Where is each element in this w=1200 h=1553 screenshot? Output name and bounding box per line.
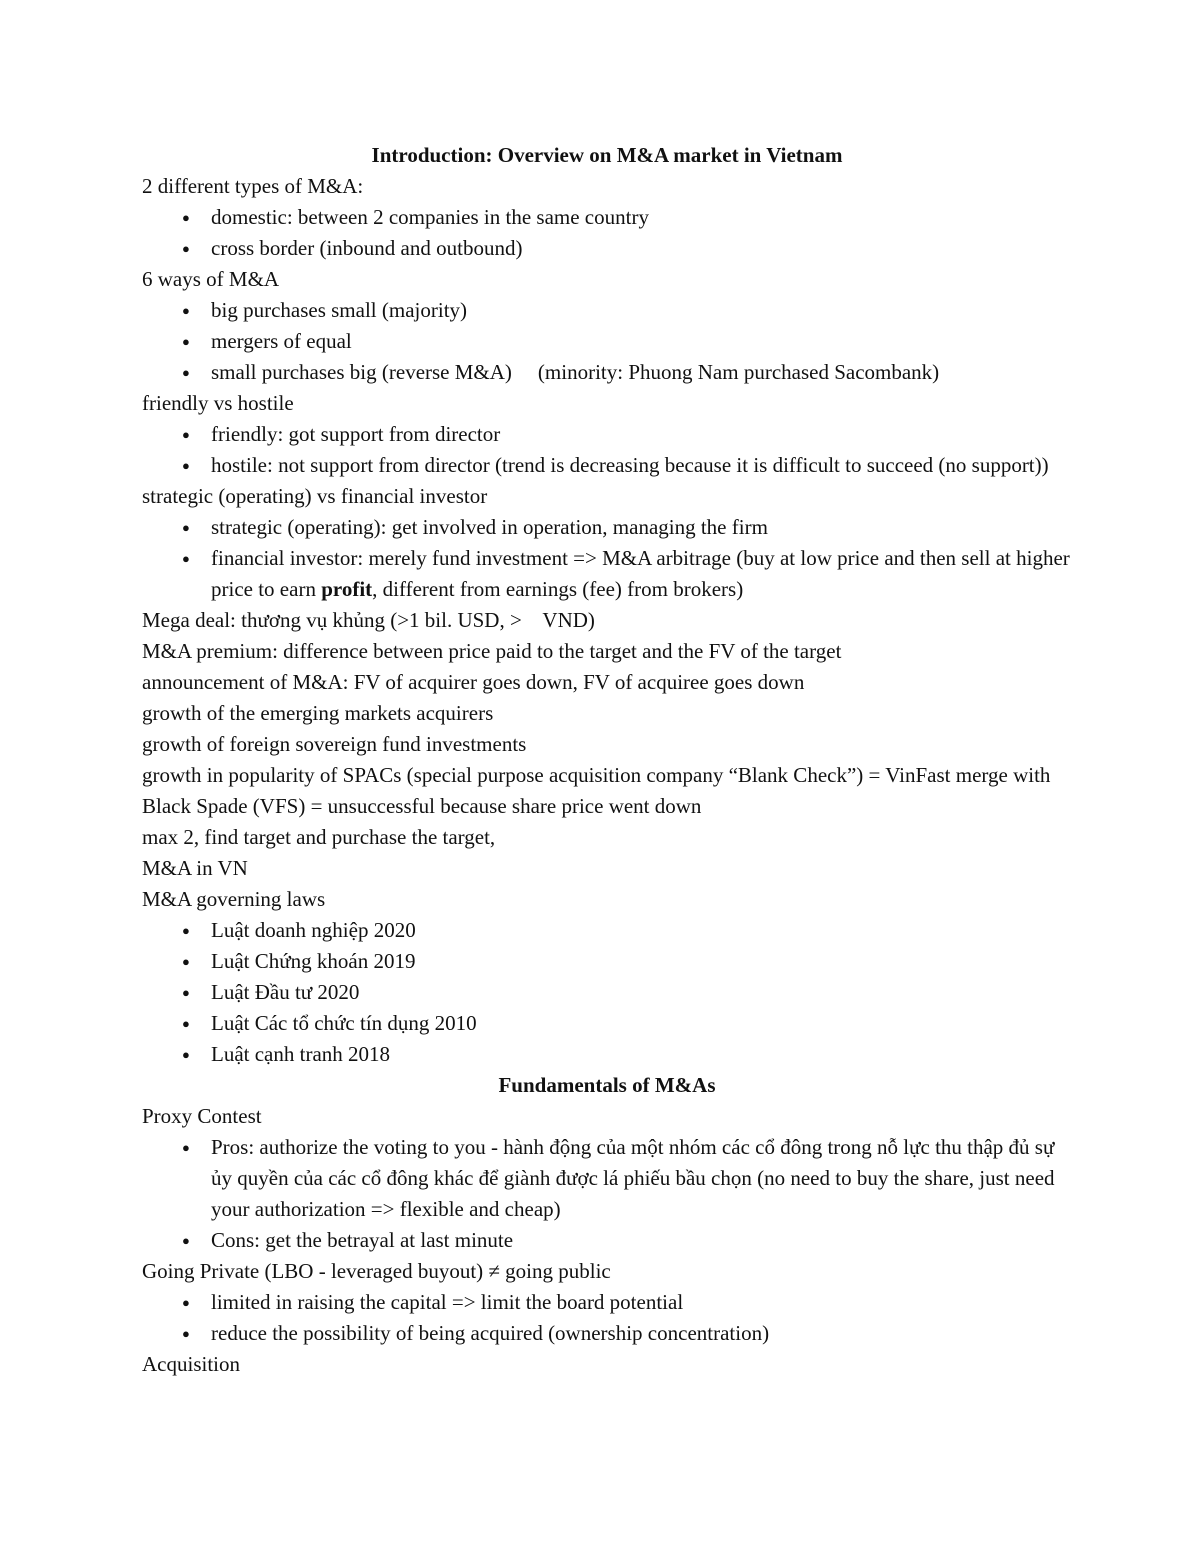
profit-bold: profit	[321, 577, 373, 601]
types-list	[142, 202, 1072, 264]
bullet-icon: ●	[182, 303, 190, 318]
list-item: ● limited in raising the capital => limit the board potential	[142, 1287, 1072, 1318]
bullet-icon: ●	[182, 458, 190, 473]
text-line: M&A premium: difference between price paid to the target and the FV of the target	[142, 639, 842, 663]
list-item: ● Pros: authorize the voting to you - hành động của một nhóm các cổ đông trong nỗ lực thu thập đủ sự ủy quyền của các cổ đông khác để giành được lá phiếu bầu chọn (no need to buy the share, just need your authorization => flexible and cheap)	[142, 1132, 1072, 1225]
bullet-icon: ●	[182, 210, 190, 225]
private-list	[142, 1287, 1072, 1349]
acquisition-heading: Acquisition	[142, 1352, 240, 1376]
bullet-icon: ●	[182, 520, 190, 535]
list-item: ● Luật Chứng khoán 2019	[142, 946, 1072, 977]
types-heading: 2 different types of M&A:	[142, 174, 364, 198]
bullet-icon: ●	[182, 1326, 190, 1341]
bullet-icon: ●	[182, 365, 190, 380]
text-line: growth of foreign sovereign fund investments	[142, 732, 527, 756]
text-line: announcement of M&A: FV of acquirer goes down, FV of acquiree goes down	[142, 670, 805, 694]
list-item: ● hostile: not support from director (trend is decreasing because it is difficult to succeed (no support))	[142, 450, 1072, 481]
list-item: ● mergers of equal	[142, 326, 1072, 357]
proxy-list	[142, 1132, 1072, 1256]
bullet-icon: ●	[182, 1016, 190, 1031]
list-item: ● friendly: got support from director	[142, 419, 1072, 450]
proxy-heading: Proxy Contest	[142, 1104, 262, 1128]
text-line: M&A in VN	[142, 856, 248, 880]
list-item: ● strategic (operating): get involved in operation, managing the firm	[142, 512, 1072, 543]
list-item: ● Cons: get the betrayal at last minute	[142, 1225, 1072, 1256]
ways-heading: 6 ways of M&A	[142, 267, 280, 291]
list-item: ● domestic: between 2 companies in the same country	[142, 202, 1072, 233]
strategic-list	[142, 512, 1072, 605]
bullet-icon: ●	[182, 241, 190, 256]
list-item: ● financial investor: merely fund investment => M&A arbitrage (buy at low price and then sell at higher price to earn profit, different from earnings (fee) from brokers)	[142, 543, 1072, 605]
private-heading: Going Private (LBO - leveraged buyout) ≠ going public	[142, 1259, 611, 1283]
list-item: ● small purchases big (reverse M&A) (minority: Phuong Nam purchased Sacombank)	[142, 357, 1072, 388]
bullet-icon: ●	[182, 334, 190, 349]
ways-list	[142, 295, 1072, 388]
list-item: ● Luật Đầu tư 2020	[142, 977, 1072, 1008]
strategic-heading: strategic (operating) vs financial investor	[142, 484, 488, 508]
section-title-introduction: Introduction: Overview on M&A market in Vietnam	[371, 143, 843, 167]
bullet-icon: ●	[182, 985, 190, 1000]
list-item: ● reduce the possibility of being acquired (ownership concentration)	[142, 1318, 1072, 1349]
list-item: ● big purchases small (majority)	[142, 295, 1072, 326]
friendly-list	[142, 419, 1072, 481]
bullet-icon: ●	[182, 1295, 190, 1310]
bullet-icon: ●	[182, 1140, 190, 1155]
bullet-icon: ●	[182, 923, 190, 938]
section-title-fundamentals: Fundamentals of M&As	[498, 1073, 716, 1097]
text-line: growth of the emerging markets acquirers	[142, 701, 494, 725]
bullet-icon: ●	[182, 1233, 190, 1248]
bullet-icon: ●	[182, 954, 190, 969]
text-line: max 2, find target and purchase the target,	[142, 825, 496, 849]
minority-note: (minority: Phuong Nam purchased Sacombank)	[537, 360, 940, 384]
bullet-icon: ●	[182, 551, 190, 566]
text-line: growth in popularity of SPACs (special purpose acquisition company “Blank Check”) = VinFast merge with Black Spade (VFS) = unsuccessful because share price went down	[142, 763, 1051, 818]
laws-list	[142, 915, 1072, 1070]
list-item: ● Luật cạnh tranh 2018	[142, 1039, 1072, 1070]
friendly-heading: friendly vs hostile	[142, 391, 294, 415]
text-line: Mega deal: thương vụ khủng (>1 bil. USD, > VND)	[142, 608, 595, 632]
list-item: ● Luật doanh nghiệp 2020	[142, 915, 1072, 946]
bullet-icon: ●	[182, 427, 190, 442]
bullet-icon: ●	[182, 1047, 190, 1062]
list-item: ● Luật Các tổ chức tín dụng 2010	[142, 1008, 1072, 1039]
document-page	[142, 140, 1072, 1380]
text-line: M&A governing laws	[142, 887, 326, 911]
list-item: ● cross border (inbound and outbound)	[142, 233, 1072, 264]
